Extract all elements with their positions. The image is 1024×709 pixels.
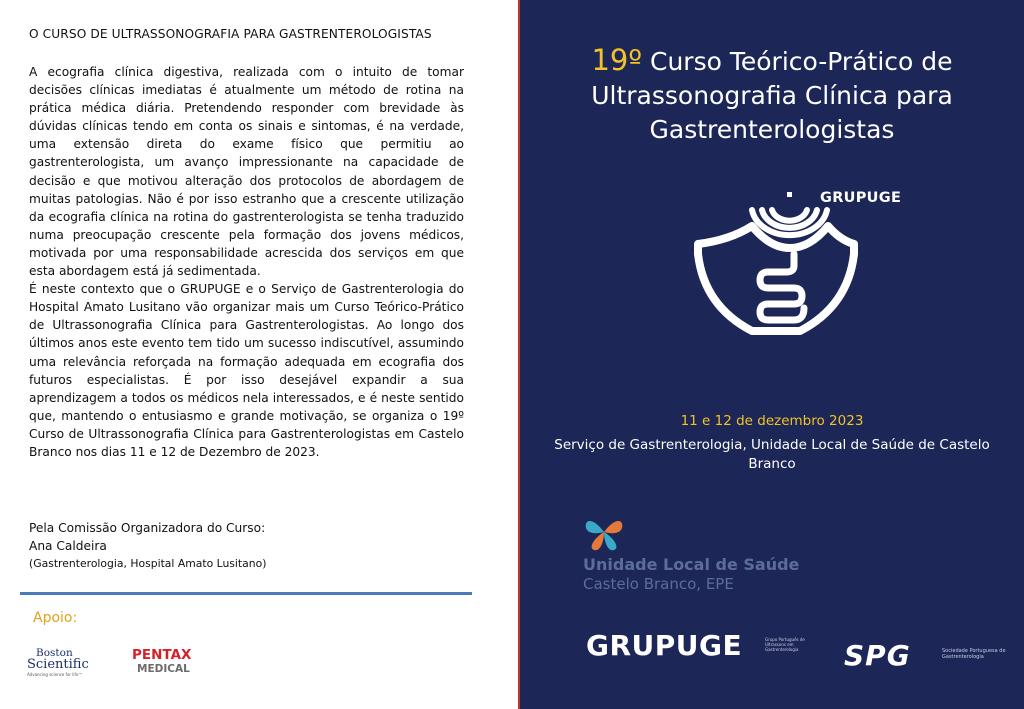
sponsor2-line1: PENTAX xyxy=(132,647,192,663)
event-date: 11 e 12 de dezembro 2023 xyxy=(680,413,864,429)
signature-block xyxy=(29,519,266,573)
spg-tagline: Sociedade Portuguesa de Gastrenterologia xyxy=(942,648,1006,660)
sponsor2-line2: MEDICAL xyxy=(137,663,190,675)
event-location: Serviço de Gastrenterologia, Unidade Local de Saúde de Castelo Branco xyxy=(554,437,990,472)
sponsor1-tagline: Advancing science for life™ xyxy=(27,672,83,677)
apoio-label: Apoio: xyxy=(33,610,78,626)
section-heading: O CURSO DE ULTRASSONOGRAFIA PARA GASTRENTEROLOGISTAS xyxy=(29,27,432,41)
course-title xyxy=(550,43,994,147)
paragraph-intro: A ecografia clínica digestiva, realizada com o intuito de tomar decisões clínicas imediatas é atualmente um método de rotina na prática médica diária. Pretendendo responder com brevidade às dúvidas clínicas tendo em conta os sinais e sintomas, é na verdade, uma extensão direta do exame físico que permitiu ao gastrenterologista, um avanço impressionante na capacidade de decisão e que motivou alteração dos protocolos de abordagem de muitas patologias. Não é por isso estranho que a crescente utilização da ecografia clínica na rotina do gastrenterologista se tenha traduzido numa preocupação crescente pela formação dos jovens médicos, motivada por uma responsabilidade acrescida dos serviços em que esta abordagem está já sedimentada. xyxy=(29,65,464,279)
spg-logo-text: SPG xyxy=(844,639,911,670)
uls-name: Unidade Local de Saúde xyxy=(583,555,800,574)
uls-butterfly-icon xyxy=(582,510,626,554)
title-text: Curso Teórico-Prático de Ultrassonografia Clínica para Gastrenterologistas xyxy=(591,47,953,144)
signature-name: Ana Caldeira xyxy=(29,539,107,553)
sponsor1-line1: Boston xyxy=(36,647,73,659)
pentax-medical-logo xyxy=(132,646,202,676)
grupuge-footer-tagline: Grupo Português de Ultrassons em Gastrenterologia xyxy=(765,637,805,652)
title-number: 19º xyxy=(591,43,643,77)
grupuge-label: GRUPUGE xyxy=(820,190,902,206)
uls-subtitle: Castelo Branco, EPE xyxy=(583,575,734,593)
right-page xyxy=(520,0,1024,709)
sponsor1-line2: Scientific xyxy=(27,657,89,672)
body-text xyxy=(29,63,464,461)
boston-scientific-logo xyxy=(27,645,107,679)
signature-affiliation: (Gastrenterologia, Hospital Amato Lusitano) xyxy=(29,557,267,570)
spg-logo xyxy=(844,638,934,670)
grupuge-footer-logo: GRUPUGE xyxy=(586,629,743,662)
divider-line xyxy=(20,592,472,595)
paragraph-context: É neste contexto que o GRUPUGE e o Serviço de Gastrenterologia do Hospital Amato Lusitano vão organizar mais um Curso Teórico-Prático de Ultrassonografia Clínica para Gastrenterologistas. Ao longo dos últimos anos este evento tem tido um sucesso indiscutível, assumindo uma relevância reforçada na formação adequada em ecografia dos futuros especialistas. É por isso desejável expandir a sua aprendizagem a todos os médicos nela interessados, e é neste sentido que, mantendo o entusiasmo e grande motivação, se organiza o 19º Curso de Ultrassonografia Clínica para Gastrenterologistas em Castelo Branco nos dias 11 e 12 de Dezembro de 2023. xyxy=(29,282,464,459)
signature-line: Pela Comissão Organizadora do Curso: xyxy=(29,521,266,535)
grupuge-ultrasound-intestine-icon xyxy=(690,188,860,338)
